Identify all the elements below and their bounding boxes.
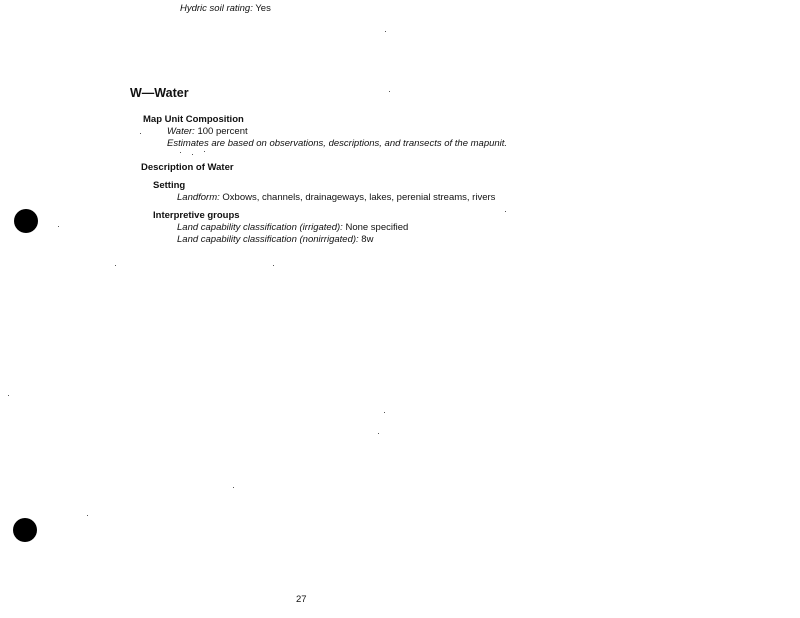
nonirrigated-label: Land capability classification (nonirrigated): bbox=[177, 234, 359, 245]
hydric-soil-rating-value: Yes bbox=[255, 3, 271, 14]
scan-speck bbox=[505, 211, 506, 212]
interpretive-groups-heading: Interpretive groups bbox=[153, 210, 240, 221]
description-heading: Description of Water bbox=[141, 162, 234, 173]
scan-speck bbox=[273, 265, 274, 266]
setting-heading: Setting bbox=[153, 180, 186, 191]
scan-speck bbox=[58, 226, 59, 227]
irrigated-value: None specified bbox=[345, 222, 409, 233]
scan-speck bbox=[140, 133, 141, 134]
hydric-soil-rating-label: Hydric soil rating: bbox=[180, 3, 253, 14]
nonirrigated-row bbox=[177, 234, 373, 245]
mapunit-title: W—Water bbox=[130, 86, 189, 100]
scan-speck bbox=[385, 31, 386, 32]
irrigated-label: Land capability classification (irrigated): bbox=[177, 222, 343, 233]
scan-speck bbox=[384, 412, 385, 413]
estimate-note: Estimates are based on observations, descriptions, and transects of the mapunit. bbox=[167, 138, 508, 149]
component-label: Water: bbox=[167, 126, 195, 137]
hydric-soil-rating-row bbox=[180, 3, 271, 14]
component-value: 100 percent bbox=[197, 126, 248, 137]
landform-row bbox=[177, 192, 495, 203]
scan-speck bbox=[192, 154, 193, 155]
scan-speck bbox=[204, 151, 205, 152]
scan-speck bbox=[8, 395, 9, 396]
scan-speck bbox=[378, 433, 379, 434]
page-number: 27 bbox=[296, 594, 307, 605]
scan-speck bbox=[233, 487, 234, 488]
scan-speck bbox=[180, 152, 181, 153]
scan-speck bbox=[87, 515, 88, 516]
scan-speck bbox=[389, 91, 390, 92]
component-row bbox=[167, 126, 248, 137]
map-unit-composition-heading: Map Unit Composition bbox=[143, 114, 244, 125]
irrigated-row bbox=[177, 222, 408, 233]
landform-label: Landform: bbox=[177, 192, 220, 203]
scan-speck bbox=[115, 265, 116, 266]
nonirrigated-value: 8w bbox=[361, 234, 374, 245]
binder-hole-top bbox=[14, 209, 38, 233]
landform-value: Oxbows, channels, drainageways, lakes, perenial streams, rivers bbox=[222, 192, 496, 203]
binder-hole-bottom bbox=[13, 518, 37, 542]
